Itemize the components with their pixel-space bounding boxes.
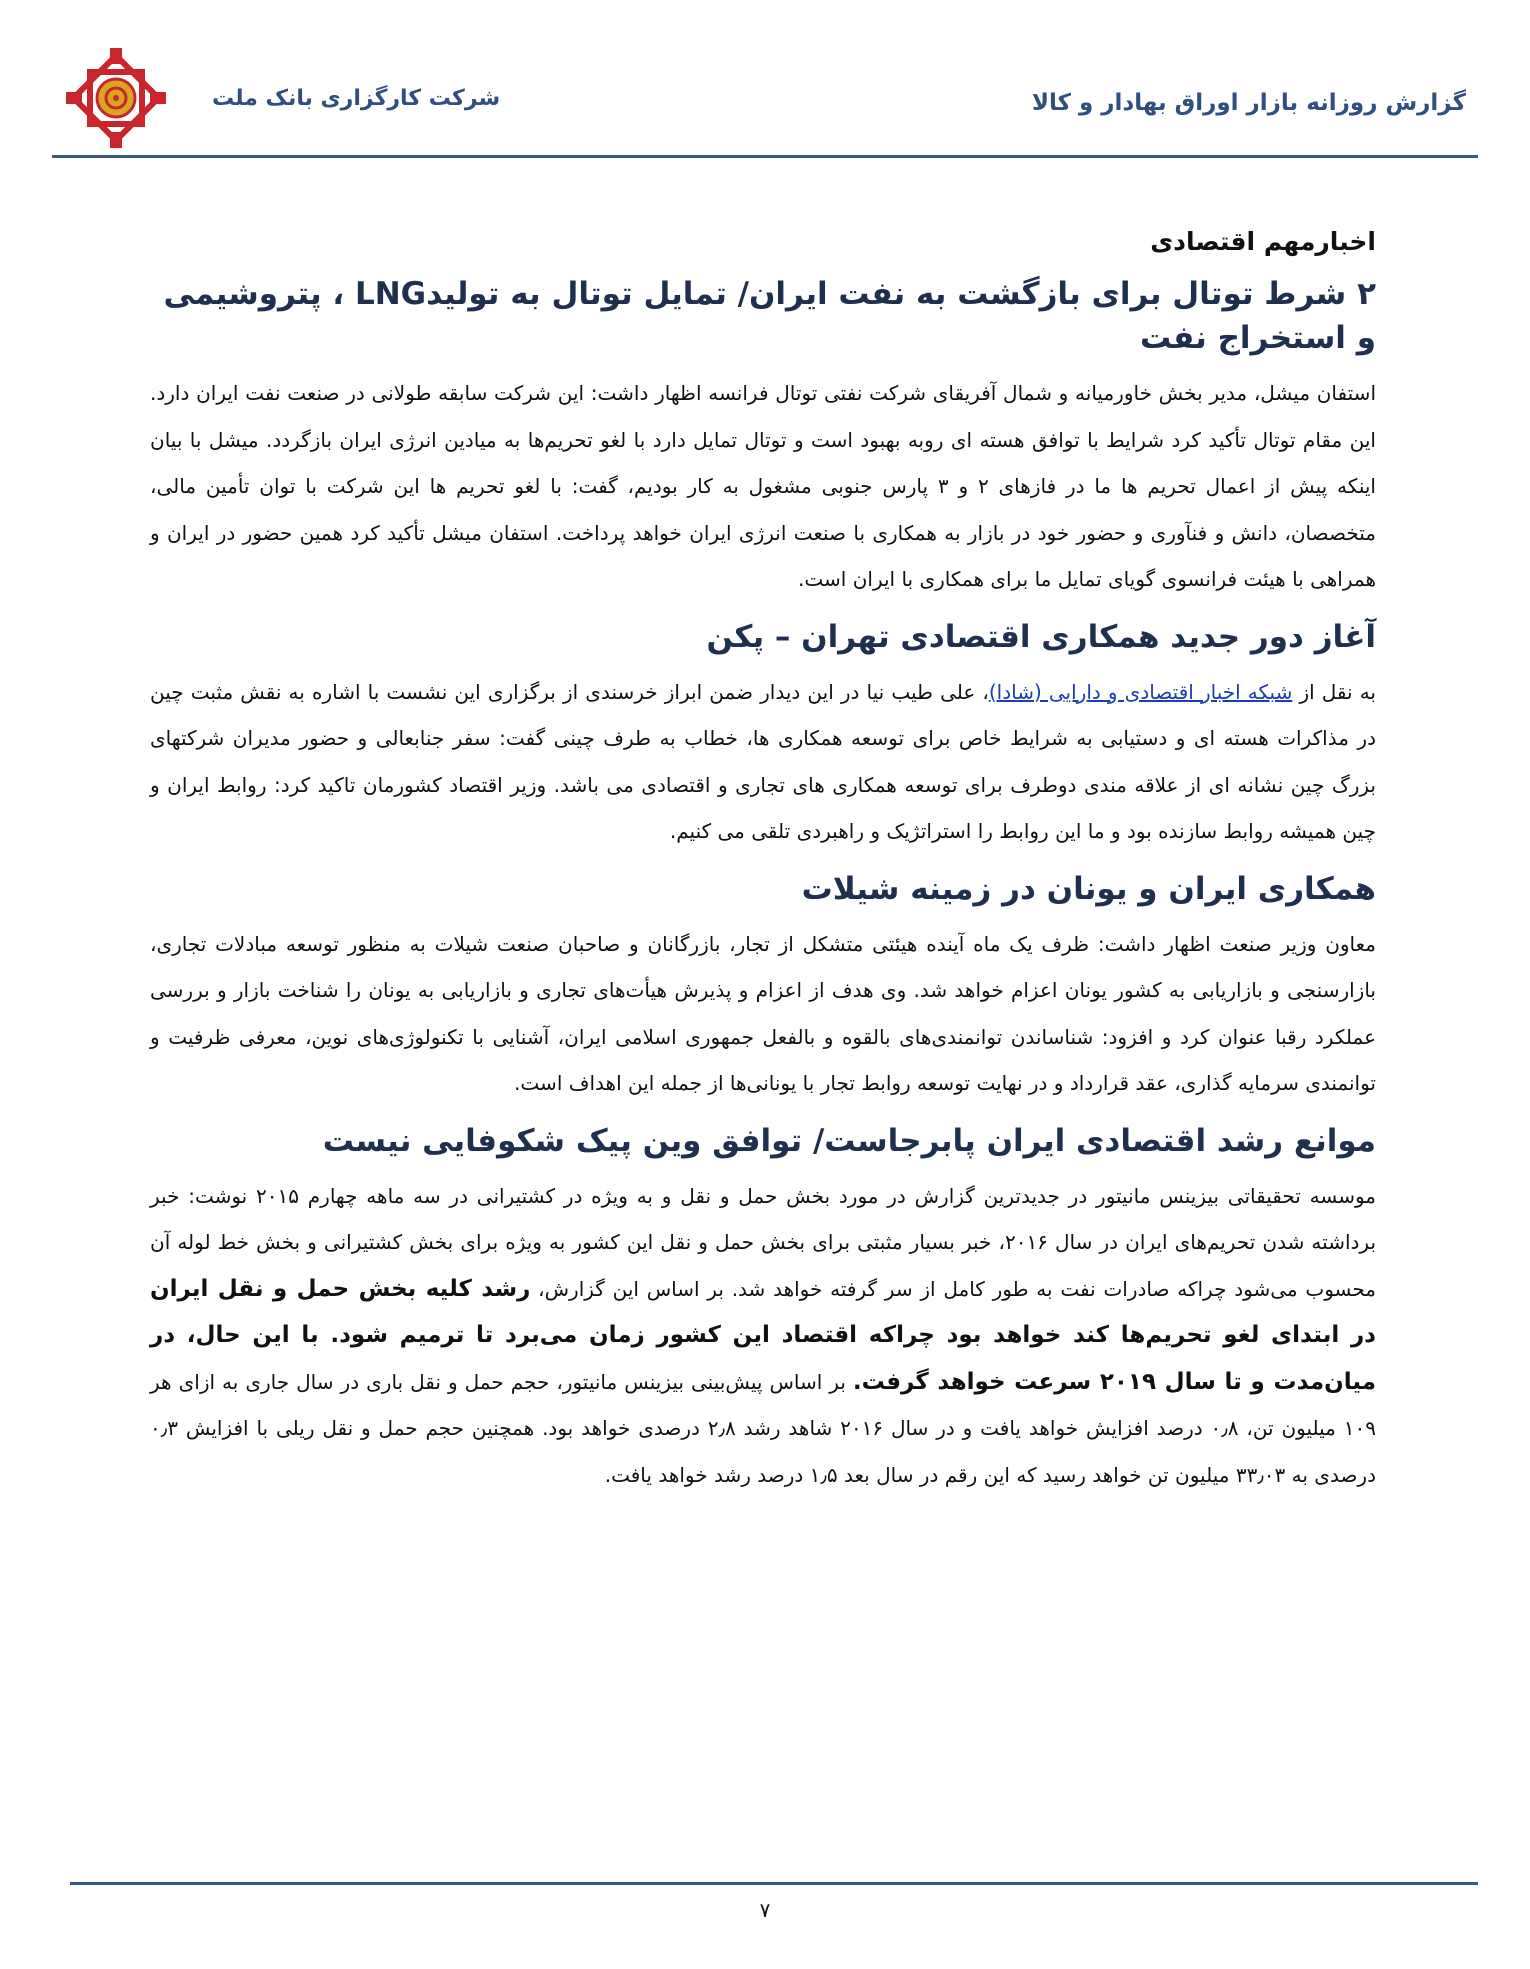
header-divider (52, 155, 1478, 158)
footer-divider (70, 1882, 1478, 1885)
body-text: به نقل از (1292, 679, 1376, 704)
article-headline: موانع رشد اقتصادی ایران پابرجاست/ توافق وین پیک شکوفایی نیست (322, 1122, 1376, 1159)
body-bold-text: رشد کلیه بخش حمل و نقل ایران در ابتدای لغو تحریم‌ها کند خواهد بود چراکه اقتصاد این کشور زمان می‌برد تا ترمیم شود. با این حال، در میان‌مدت و تا سال ۲۰۱۹ سرعت خواهد گرفت. (150, 1275, 1376, 1395)
section-label: اخبارمهم اقتصادی (1150, 227, 1376, 256)
shada-news-link[interactable]: شبکه اخبار اقتصادی و دارایی (شادا) (988, 679, 1293, 704)
bank-mellat-logo-icon (64, 46, 168, 150)
body-text: بر اساس پیش‌بینی بیزینس مانیتور، حجم حمل و نقل باری در سال جاری به ازای هر ۱۰۹ میلیون تن، ۰٫۸ درصد افزایش خواهد یافت و در سال ۲۰۱۶ شاهد رشد ۲٫۸ درصدی خواهد بود. همچنین حجم حمل و نقل ریلی با افزایش ۰٫۳ درصدی به ۳۳٫۰۳ میلیون تن خواهد رسید که این رقم در سال بعد ۱٫۵ درصد رشد خواهد یافت. (150, 1369, 1376, 1487)
company-name: شرکت کارگزاری بانک ملت (212, 86, 501, 111)
body-text: ، علی طیب نیا در این دیدار ضمن ابراز خرسندی از برگزاری این نشست با اشاره به نقش مثبت چین در مذاکرات هسته ای و دستیابی به شرایط خاص برای توسعه همکاری ها، خطاب به طرف چینی گفت: سفر جنابعالی و حضور مدیران شرکتهای بزرگ چین نشانه ای از علاقه مندی دوطرف برای توسعه همکاری های تجاری و اقتصادی می باشد. وزیر اقتصاد کشورمان تاکید کرد: روابط ایران و چین همیشه روابط سازنده بود و ما این روابط را استراتژیک و راهبردی تلقی می کنیم. (150, 679, 1376, 843)
article-headline: ۲ شرط توتال برای بازگشت به نفت ایران/ تمایل توتال به تولیدLNG ، پتروشیمی و استخراج نفت (163, 276, 1376, 356)
report-title: گزارش روزانه بازار اوراق بهادار و کالا (1031, 90, 1466, 116)
article-growth-obstacles (150, 1119, 1376, 1499)
report-content (150, 224, 1376, 1510)
article-iran-greece (150, 867, 1376, 1107)
article-tehran-beijing (150, 615, 1376, 855)
article-headline: آغاز دور جدید همکاری اقتصادی تهران – پکن (706, 618, 1376, 655)
article-body: معاون وزیر صنعت اظهار داشت: ظرف یک ماه آینده هیئتی متشکل از تجار، بازرگانان و صاحبان صنعت شیلات به منظور توسعه مبادلات تجاری، بازارسنجی و بازاریابی به کشور یونان اعزام خواهد شد. وی هدف از اعزام و پذیرش هیأت‌های تجاری و بازاریابی به یونان را شناخت بازار و بررسی عملکرد رقبا عنوان کرد و افزود: شناساندن توانمندی‌های بالقوه و بالفعل جمهوری اسلامی ایران، آشنایی با تکنولوژی‌های نوین، معرفی ظرفیت و توانمندی سرمایه گذاری، عقد قرارداد و در نهایت توسعه روابط تجار با یونانی‌ها از جمله این اهداف است. (150, 931, 1376, 1095)
article-body: استفان میشل، مدیر بخش خاورمیانه و شمال آفریقای شرکت نفتی توتال فرانسه اظهار داشت: این شرکت سابقه طولانی در صنعت نفت ایران دارد. این مقام توتال تأکید کرد شرایط با توافق هسته ای روبه بهبود است و توتال تمایل دارد با لغو تحریم‌ها به میادین انرژی ایران بازگردد. میشل با بیان اینکه پیش از اعمال تحریم ها ما در فازهای ۲ و ۳ پارس جنوبی مشغول به کار بودیم، گفت: با لغو تحریم ها این شرکت با توان تأمین مالی، متخصصان، دانش و فنآوری و حضور خود در بازار به همکاری با صنعت انرژی ایران خواهد پرداخت. استفان میشل تأکید کرد همین حضور در ایران و همراهی با هیئت فرانسوی گویای تمایل ما برای همکاری با ایران است. (150, 381, 1376, 591)
page-number: ۷ (759, 1898, 771, 1922)
article-body (150, 669, 1376, 855)
article-headline: همکاری ایران و یونان در زمینه شیلات (801, 870, 1376, 907)
page-header (52, 40, 1478, 158)
article-total (150, 272, 1376, 603)
body-text: موسسه تحقیقاتی بیزینس مانیتور در جدیدترین گزارش در مورد بخش حمل و نقل و به ویژه در کشتیرانی در سه ماهه چهارم ۲۰۱۵ نوشت: خبر برداشته شدن تحریم‌های ایران در سال ۲۰۱۶، خبر بسیار مثبتی برای بخش حمل و نقل این کشور به ویژه برای بخش کشتیرانی و بخش خط لوله آن محسوب می‌شود چراکه صادرات نفت به طور کامل از سر گرفته خواهد شد. بر اساس این گزارش، (150, 1183, 1377, 1301)
article-body (150, 1173, 1376, 1499)
